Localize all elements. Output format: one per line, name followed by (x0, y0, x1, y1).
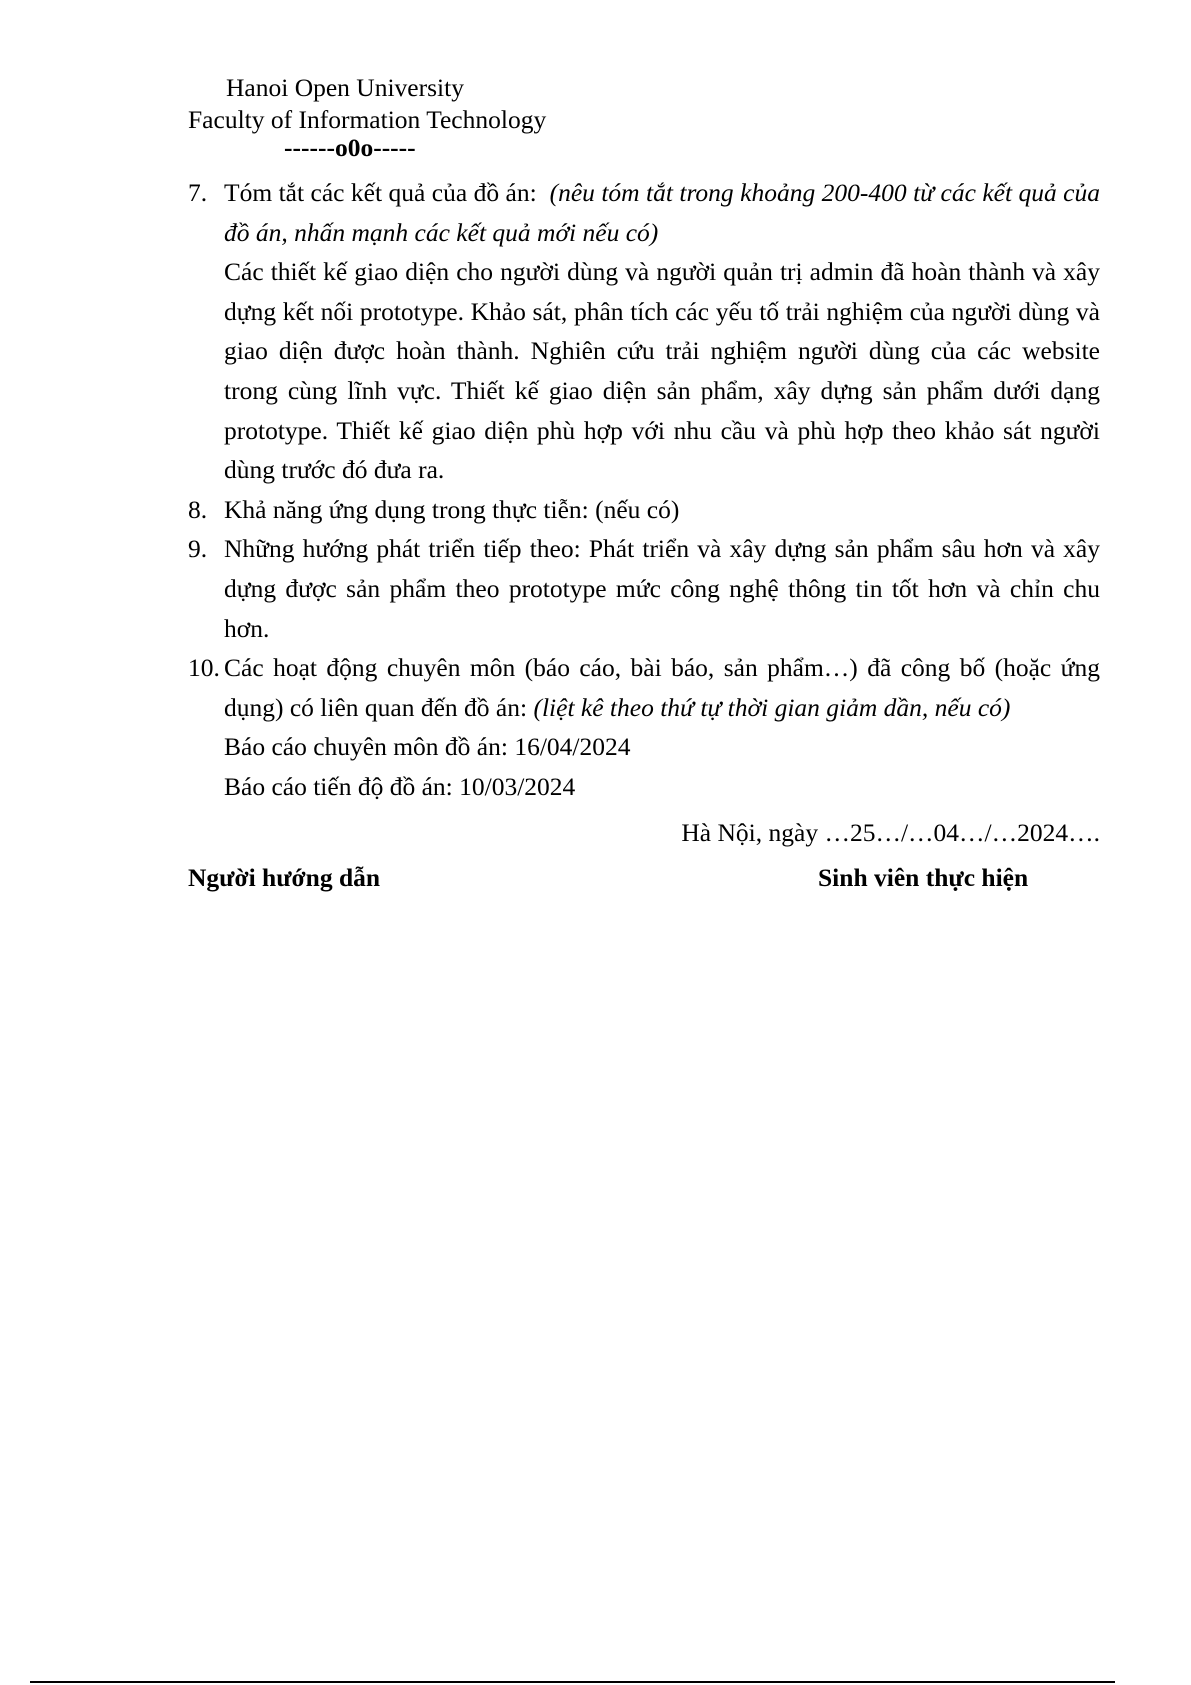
item-note: (liệt kê theo thứ tự thời gian giảm dần, nếu có) (533, 692, 1011, 722)
item-number: 8. (188, 494, 208, 524)
item-label: Tóm tắt các kết quả của đồ án: (224, 178, 537, 207)
page-bottom-rule (30, 1681, 1115, 1683)
document-body (188, 173, 1100, 898)
item-number: 10. (188, 653, 220, 683)
item-text: Những hướng phát triển tiếp theo: Phát triển và xây dựng sản phẩm sâu hơn và xây dựng được sản phẩm theo prototype mức công nghệ thông tin tốt hơn và chỉn chu hơn. (224, 534, 1100, 643)
document-header (188, 72, 546, 164)
item-heading (224, 173, 1100, 252)
university-name: Hanoi Open University (226, 73, 464, 102)
item-number: 9. (188, 534, 208, 564)
student-signature-label: Sinh viên thực hiện (818, 863, 1029, 893)
item-heading (224, 648, 1100, 727)
list-item-7 (188, 173, 1100, 490)
list-item-8 (188, 490, 1100, 530)
report-line: Báo cáo chuyên môn đồ án: 16/04/2024 (224, 732, 631, 762)
item-note: (nêu tóm tắt trong khoảng 200-400 từ các kết quả của đồ án, nhấn mạnh các kết quả mới nếu có) (224, 178, 1100, 247)
item-label: Các hoạt động chuyên môn (báo cáo, bài báo, sản phẩm…) đã công bố (hoặc ứng dụng) có liên quan đến đồ án: (224, 653, 1100, 722)
list-item-10 (188, 648, 1100, 806)
faculty-name: Faculty of Information Technology (188, 105, 547, 134)
item-text: Khả năng ứng dụng trong thực tiễn: (nếu có) (224, 494, 680, 524)
header-ornament: ------o0o----- (284, 133, 416, 162)
report-line: Báo cáo tiến độ đồ án: 10/03/2024 (224, 771, 576, 801)
signature-row (188, 858, 1100, 898)
supervisor-signature-label: Người hướng dẫn (188, 863, 381, 893)
item-body: Các thiết kế giao diện cho người dùng và người quản trị admin đã hoàn thành và xây dựng kết nối prototype. Khảo sát, phân tích các yếu tố trải nghiệm của người dùng và giao diện được hoàn thành. Nghiên cứu trải nghiệm người dùng của các website trong cùng lĩnh vực. Thiết kế giao diện sản phẩm, xây dựng sản phẩm dưới dạng prototype. Thiết kế giao diện phù hợp với nhu cầu và phù hợp theo khảo sát người dùng trước đó đưa ra. (224, 257, 1100, 485)
place-date-line: Hà Nội, ngày …25…/…04…/…2024…. (681, 817, 1100, 847)
item-number: 7. (188, 178, 208, 207)
list-item-9 (188, 529, 1100, 648)
